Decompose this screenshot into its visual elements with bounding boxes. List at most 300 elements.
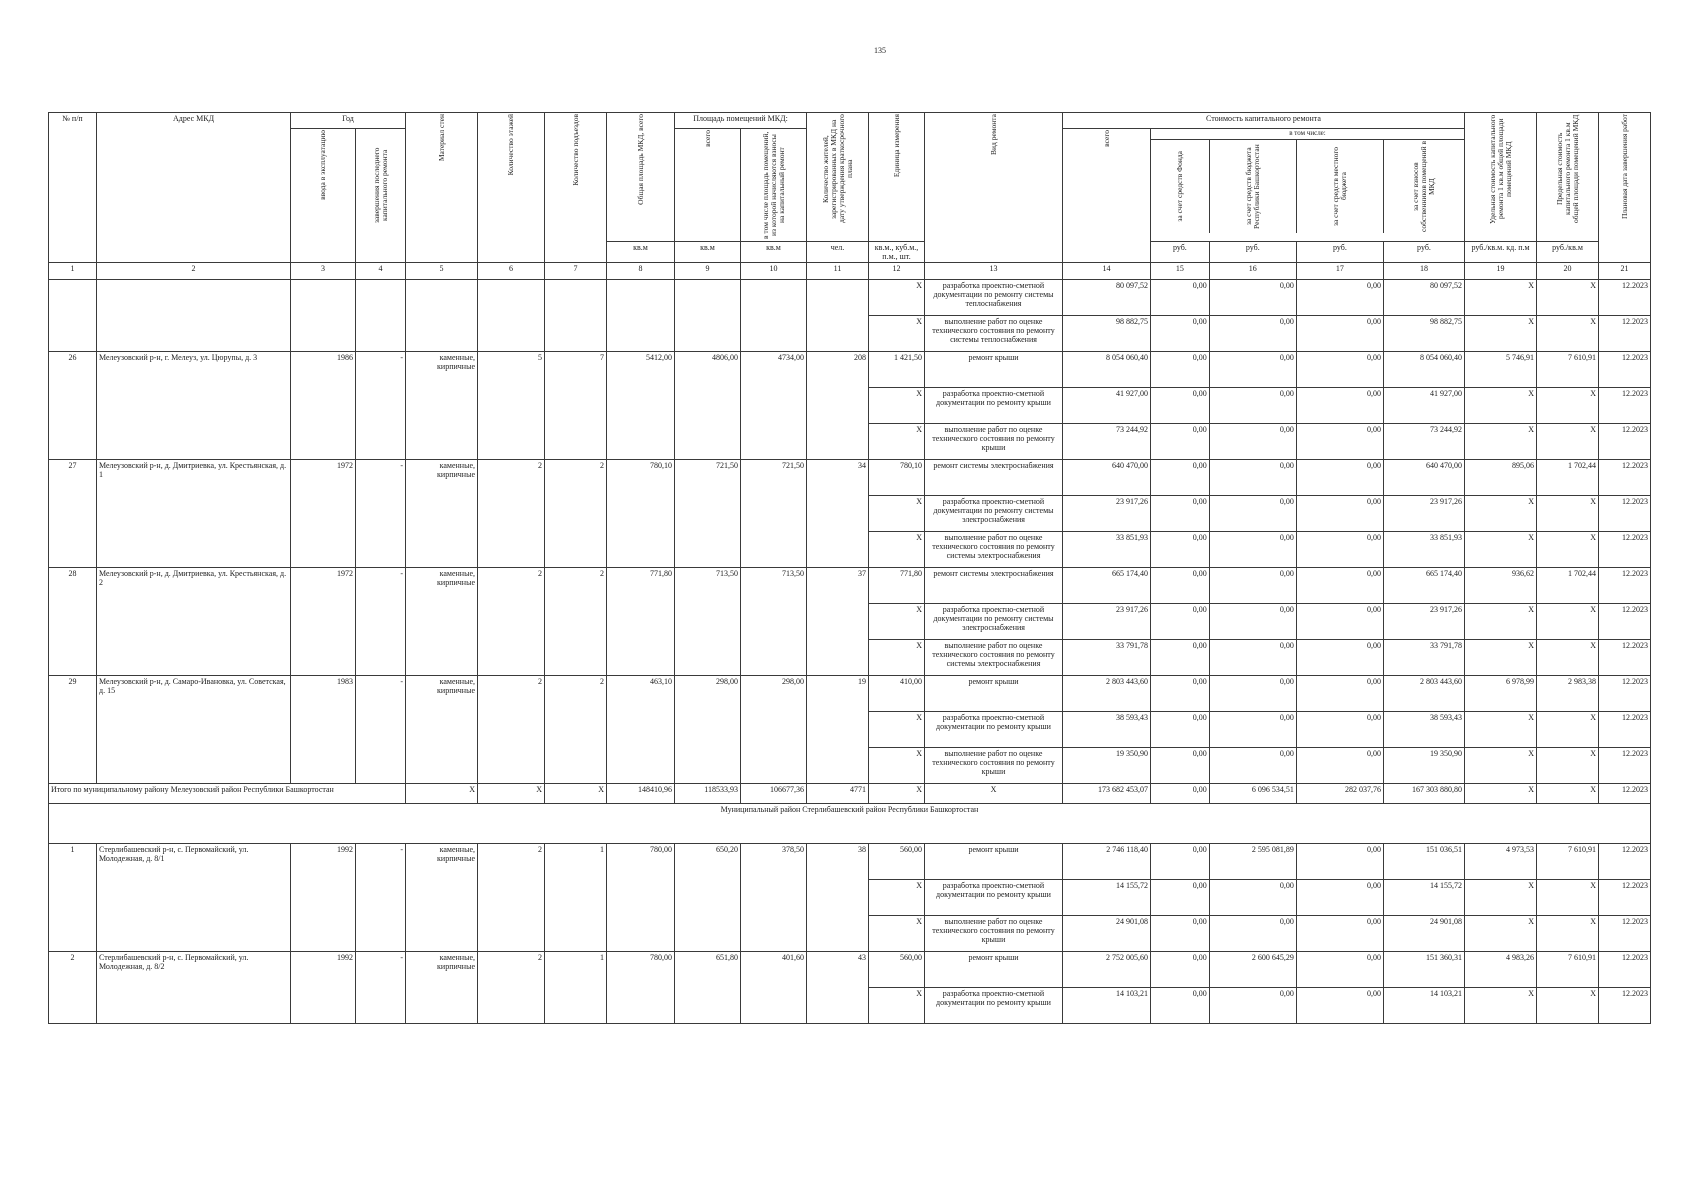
unit-cost: X [1465, 640, 1537, 676]
entrances-count: 7 [545, 352, 607, 460]
cost-republic: 0,00 [1209, 748, 1296, 784]
col-index: 8 [607, 263, 675, 280]
total-premises-area-contrib: 106677,36 [741, 784, 807, 804]
cost-owners: 665 174,40 [1383, 568, 1464, 604]
empty-cell [607, 280, 675, 352]
unit-cost: 895,06 [1465, 460, 1537, 496]
cost-fund: 0,00 [1151, 604, 1210, 640]
year-last-repair: - [356, 568, 406, 676]
cost-total: 665 174,40 [1063, 568, 1151, 604]
limit-cost: 2 983,38 [1537, 676, 1599, 712]
cost-owners: 80 097,52 [1383, 280, 1464, 316]
unit-cost: 4 983,26 [1465, 952, 1537, 988]
cost-total: 8 054 060,40 [1063, 352, 1151, 388]
cost-fund: 0,00 [1151, 988, 1210, 1024]
cost-republic: 0,00 [1209, 280, 1296, 316]
entrances-count: 2 [545, 568, 607, 676]
col-index: 15 [1151, 263, 1210, 280]
residents-count: 19 [807, 676, 869, 784]
cost-local: 0,00 [1296, 748, 1383, 784]
unit-cost: X [1465, 604, 1537, 640]
premises-area-contrib: 401,60 [741, 952, 807, 1024]
work-type: разработка проектно-сметной документации по ремонту системы электроснабжения [925, 604, 1063, 640]
cost-fund: 0,00 [1151, 952, 1210, 988]
work-type: X [925, 784, 1063, 804]
cost-total: 14 103,21 [1063, 988, 1151, 1024]
planned-date: 12.2023 [1599, 676, 1651, 712]
work-type: ремонт крыши [925, 844, 1063, 880]
unit-label: кв.м [607, 242, 675, 263]
year-commission: 1986 [291, 352, 356, 460]
col-index: 3 [291, 263, 356, 280]
work-type: разработка проектно-сметной документации по ремонту крыши [925, 712, 1063, 748]
header-premises-area: Площадь помещений МКД: [675, 113, 807, 129]
cost-republic: 0,00 [1209, 604, 1296, 640]
col-index: 5 [406, 263, 478, 280]
cost-local: 0,00 [1296, 460, 1383, 496]
row-number: 27 [49, 460, 97, 568]
cost-fund: 0,00 [1151, 388, 1210, 424]
empty-cell [807, 280, 869, 352]
unit-quantity: X [869, 748, 925, 784]
cost-total: 24 901,08 [1063, 916, 1151, 952]
work-type: ремонт системы электроснабжения [925, 460, 1063, 496]
building-address: Стерлибашевский р-н, с. Первомайский, ул. Молодежная, д. 8/1 [97, 844, 291, 952]
col-index: 16 [1209, 263, 1296, 280]
table-row [49, 280, 1651, 316]
total-residents: 4771 [807, 784, 869, 804]
total-row [49, 784, 1651, 804]
cost-republic: 0,00 [1209, 388, 1296, 424]
cost-local: 0,00 [1296, 352, 1383, 388]
row-number: 29 [49, 676, 97, 784]
unit-cost: X [1465, 916, 1537, 952]
header-total-area: Общая площадь МКД, всего [635, 114, 645, 205]
limit-cost: X [1537, 424, 1599, 460]
unit-cost: 936,62 [1465, 568, 1537, 604]
cost-republic: 6 096 534,51 [1209, 784, 1296, 804]
cost-fund: 0,00 [1151, 748, 1210, 784]
header-unit: Единица измерения [891, 114, 901, 178]
table-row [49, 676, 1651, 712]
unit-quantity: 560,00 [869, 952, 925, 988]
planned-date: 12.2023 [1599, 988, 1651, 1024]
limit-cost: X [1537, 532, 1599, 568]
limit-cost: X [1537, 880, 1599, 916]
cost-owners: 167 303 880,80 [1383, 784, 1464, 804]
building-address: Мелеузовский р-н, д. Дмитриевка, ул. Крестьянская, д. 1 [97, 460, 291, 568]
cost-fund: 0,00 [1151, 316, 1210, 352]
cost-local: 0,00 [1296, 676, 1383, 712]
premises-area: 651,80 [675, 952, 741, 1024]
cost-owners: 38 593,43 [1383, 712, 1464, 748]
empty-cell [49, 280, 97, 352]
cost-local: 0,00 [1296, 844, 1383, 880]
cost-total: 38 593,43 [1063, 712, 1151, 748]
limit-cost: X [1537, 604, 1599, 640]
cost-fund: 0,00 [1151, 496, 1210, 532]
floors-count: 2 [478, 952, 545, 1024]
total-area: 5412,00 [607, 352, 675, 460]
cost-republic: 0,00 [1209, 880, 1296, 916]
unit-cost: 5 746,91 [1465, 352, 1537, 388]
floors-count: 5 [478, 352, 545, 460]
unit-label: кв.м., куб.м., п.м., шт. [869, 242, 925, 263]
cost-total: 2 803 443,60 [1063, 676, 1151, 712]
empty-cell [675, 280, 741, 352]
cost-owners: 73 244,92 [1383, 424, 1464, 460]
limit-cost: 7 610,91 [1537, 844, 1599, 880]
cost-local: 0,00 [1296, 604, 1383, 640]
cost-republic: 2 600 645,29 [1209, 952, 1296, 988]
limit-cost: X [1537, 280, 1599, 316]
premises-area: 4806,00 [675, 352, 741, 460]
work-type: разработка проектно-сметной документации по ремонту системы теплоснабжения [925, 280, 1063, 316]
cost-fund: 0,00 [1151, 676, 1210, 712]
cost-total: 14 155,72 [1063, 880, 1151, 916]
cost-fund: 0,00 [1151, 532, 1210, 568]
work-type: выполнение работ по оценке технического состояния по ремонту системы электроснабжения [925, 532, 1063, 568]
cost-local: 282 037,76 [1296, 784, 1383, 804]
col-index: 20 [1537, 263, 1599, 280]
unit-cost: X [1465, 532, 1537, 568]
cost-local: 0,00 [1296, 640, 1383, 676]
cost-owners: 8 054 060,40 [1383, 352, 1464, 388]
cost-fund: 0,00 [1151, 844, 1210, 880]
entrances-count: 1 [545, 844, 607, 952]
empty-cell [291, 280, 356, 352]
col-index: 9 [675, 263, 741, 280]
cost-fund: 0,00 [1151, 352, 1210, 388]
unit-label: руб. [1296, 242, 1383, 263]
work-type: ремонт крыши [925, 352, 1063, 388]
unit-quantity: X [869, 640, 925, 676]
cost-owners: 151 036,51 [1383, 844, 1464, 880]
col-index: 17 [1296, 263, 1383, 280]
cost-owners: 33 851,93 [1383, 532, 1464, 568]
col-index: 13 [925, 263, 1063, 280]
unit-quantity: X [869, 604, 925, 640]
premises-area-contrib: 721,50 [741, 460, 807, 568]
total-area: 780,10 [607, 460, 675, 568]
floors-count: 2 [478, 460, 545, 568]
cost-local: 0,00 [1296, 316, 1383, 352]
year-last-repair: - [356, 844, 406, 952]
unit-quantity: X [869, 712, 925, 748]
unit-quantity: 780,10 [869, 460, 925, 496]
limit-cost: X [1537, 916, 1599, 952]
work-type: разработка проектно-сметной документации по ремонту крыши [925, 988, 1063, 1024]
wall-material: каменные, кирпичные [406, 844, 478, 952]
cost-republic: 0,00 [1209, 424, 1296, 460]
header-cost: Стоимость капитального ремонта [1063, 113, 1465, 129]
limit-cost: 1 702,44 [1537, 460, 1599, 496]
planned-date: 12.2023 [1599, 424, 1651, 460]
year-last-repair: - [356, 952, 406, 1024]
column-index-row [49, 263, 1651, 280]
planned-date: 12.2023 [1599, 460, 1651, 496]
cost-owners: 14 103,21 [1383, 988, 1464, 1024]
wall-material: каменные, кирпичные [406, 952, 478, 1024]
work-type: ремонт крыши [925, 952, 1063, 988]
unit-cost: X [1465, 880, 1537, 916]
unit-quantity: 410,00 [869, 676, 925, 712]
unit-label: руб. [1151, 242, 1210, 263]
residents-count: 37 [807, 568, 869, 676]
repair-plan-table [48, 112, 1651, 1024]
cost-republic: 0,00 [1209, 640, 1296, 676]
table-row [49, 568, 1651, 604]
work-type: ремонт системы электроснабжения [925, 568, 1063, 604]
header-year-last-repair: завершения последнего капитального ремонта [371, 147, 389, 223]
col-index: 19 [1465, 263, 1537, 280]
planned-date: 12.2023 [1599, 388, 1651, 424]
header-cost-total: всего [1101, 130, 1111, 147]
limit-cost: 1 702,44 [1537, 568, 1599, 604]
wall-material: каменные, кирпичные [406, 460, 478, 568]
floors-count: 2 [478, 568, 545, 676]
header-work-type: Вид ремонта [988, 114, 998, 155]
unit-cost: 4 973,53 [1465, 844, 1537, 880]
cost-local: 0,00 [1296, 916, 1383, 952]
table-row [49, 952, 1651, 988]
cost-fund: 0,00 [1151, 916, 1210, 952]
planned-date: 12.2023 [1599, 916, 1651, 952]
cost-owners: 640 470,00 [1383, 460, 1464, 496]
cost-total: 73 244,92 [1063, 424, 1151, 460]
planned-date: 12.2023 [1599, 532, 1651, 568]
year-last-repair: - [356, 676, 406, 784]
limit-cost: X [1537, 988, 1599, 1024]
col-index: 2 [97, 263, 291, 280]
header-address: Адрес МКД [97, 113, 291, 263]
year-commission: 1972 [291, 460, 356, 568]
row-number: 2 [49, 952, 97, 1024]
unit-cost: X [1465, 784, 1537, 804]
empty-cell [478, 280, 545, 352]
cost-fund: 0,00 [1151, 880, 1210, 916]
building-address: Мелеузовский р-н, д. Дмитриевка, ул. Крестьянская, д. 2 [97, 568, 291, 676]
cost-republic: 0,00 [1209, 460, 1296, 496]
cost-owners: 98 882,75 [1383, 316, 1464, 352]
work-type: разработка проектно-сметной документации по ремонту крыши [925, 388, 1063, 424]
cost-fund: 0,00 [1151, 712, 1210, 748]
limit-cost: 7 610,91 [1537, 952, 1599, 988]
planned-date: 12.2023 [1599, 604, 1651, 640]
cost-total: 2 752 005,60 [1063, 952, 1151, 988]
cost-republic: 0,00 [1209, 676, 1296, 712]
header-floors: Количество этажей [506, 114, 515, 176]
planned-date: 12.2023 [1599, 748, 1651, 784]
unit-cost: X [1465, 316, 1537, 352]
cost-local: 0,00 [1296, 880, 1383, 916]
col-index: 10 [741, 263, 807, 280]
floors-count: 2 [478, 676, 545, 784]
cost-fund: 0,00 [1151, 640, 1210, 676]
col-index: 18 [1383, 263, 1464, 280]
premises-area-contrib: 298,00 [741, 676, 807, 784]
work-type: выполнение работ по оценке технического состояния по ремонту крыши [925, 424, 1063, 460]
unit-quantity: X [869, 916, 925, 952]
cost-republic: 0,00 [1209, 316, 1296, 352]
page-number: 135 [874, 46, 886, 55]
year-last-repair: - [356, 352, 406, 460]
limit-cost: X [1537, 640, 1599, 676]
cost-owners: 41 927,00 [1383, 388, 1464, 424]
header-local-budget: за счет средств местного бюджета [1331, 146, 1348, 227]
wall-material: каменные, кирпичные [406, 676, 478, 784]
planned-date: 12.2023 [1599, 952, 1651, 988]
cost-total: 23 917,26 [1063, 604, 1151, 640]
entrances-count: 2 [545, 676, 607, 784]
header-unit-cost: Удельная стоимость капитального ремонта 1 кв.м общей площади помещений МКД [1487, 114, 1513, 224]
cost-total: 80 097,52 [1063, 280, 1151, 316]
cost-local: 0,00 [1296, 424, 1383, 460]
unit-label: руб./кв.м. кд. п.м [1465, 242, 1537, 263]
unit-cost: X [1465, 988, 1537, 1024]
residents-count: 38 [807, 844, 869, 952]
total-wall: X [406, 784, 478, 804]
unit-cost: X [1465, 424, 1537, 460]
cost-local: 0,00 [1296, 568, 1383, 604]
col-index: 14 [1063, 263, 1151, 280]
year-last-repair: - [356, 460, 406, 568]
unit-label: кв.м [675, 242, 741, 263]
col-index: 6 [478, 263, 545, 280]
building-address: Мелеузовский р-н, г. Мелеуз, ул. Цюрупы, д. 3 [97, 352, 291, 460]
premises-area: 650,20 [675, 844, 741, 952]
cost-total: 33 851,93 [1063, 532, 1151, 568]
premises-area: 298,00 [675, 676, 741, 784]
cost-local: 0,00 [1296, 388, 1383, 424]
floors-count: 2 [478, 844, 545, 952]
empty-cell [545, 280, 607, 352]
cost-local: 0,00 [1296, 952, 1383, 988]
row-number: 26 [49, 352, 97, 460]
unit-label: кв.м [741, 242, 807, 263]
premises-area: 713,50 [675, 568, 741, 676]
unit-quantity: 560,00 [869, 844, 925, 880]
cost-local: 0,00 [1296, 280, 1383, 316]
header-area-total: всего [702, 130, 712, 147]
entrances-count: 1 [545, 952, 607, 1024]
planned-date: 12.2023 [1599, 880, 1651, 916]
planned-date: 12.2023 [1599, 352, 1651, 388]
unit-cost: X [1465, 712, 1537, 748]
premises-area-contrib: 378,50 [741, 844, 807, 952]
unit-cost: 6 978,99 [1465, 676, 1537, 712]
unit-label: чел. [807, 242, 869, 263]
limit-cost: X [1537, 784, 1599, 804]
cost-total: 33 791,78 [1063, 640, 1151, 676]
residents-count: 34 [807, 460, 869, 568]
cost-total: 98 882,75 [1063, 316, 1151, 352]
col-index: 4 [356, 263, 406, 280]
planned-date: 12.2023 [1599, 640, 1651, 676]
wall-material: каменные, кирпичные [406, 568, 478, 676]
cost-republic: 2 595 081,89 [1209, 844, 1296, 880]
header-republic-budget: за счет средств бюджета Республики Башкортостан [1244, 144, 1261, 229]
limit-cost: X [1537, 316, 1599, 352]
limit-cost: X [1537, 496, 1599, 532]
residents-count: 208 [807, 352, 869, 460]
header-wall-material: Материал стен [436, 114, 446, 162]
cost-republic: 0,00 [1209, 988, 1296, 1024]
unit-quantity: X [869, 880, 925, 916]
cost-republic: 0,00 [1209, 712, 1296, 748]
col-index: 12 [869, 263, 925, 280]
unit-cost: X [1465, 496, 1537, 532]
unit-quantity: X [869, 988, 925, 1024]
unit-quantity: X [869, 532, 925, 568]
empty-cell [356, 280, 406, 352]
cost-owners: 14 155,72 [1383, 880, 1464, 916]
header-limit-cost: Предельная стоимость капитального ремонта 1 кв.м общей площади помещений МКД [1554, 114, 1580, 224]
cost-total: 23 917,26 [1063, 496, 1151, 532]
empty-cell [741, 280, 807, 352]
header-area-including: в том числе площадь помещений, из которой начисляются взносы на капитальный ремонт [760, 131, 786, 239]
cost-republic: 0,00 [1209, 568, 1296, 604]
cost-total: 173 682 453,07 [1063, 784, 1151, 804]
work-type: выполнение работ по оценке технического состояния по ремонту системы теплоснабжения [925, 316, 1063, 352]
premises-area-contrib: 713,50 [741, 568, 807, 676]
header-fund: за счет средств Фонда [1175, 151, 1184, 222]
empty-cell [97, 280, 291, 352]
col-index: 21 [1599, 263, 1651, 280]
table-row [49, 460, 1651, 496]
cost-owners: 19 350,90 [1383, 748, 1464, 784]
planned-date: 12.2023 [1599, 844, 1651, 880]
col-index: 1 [49, 263, 97, 280]
table-row [49, 352, 1651, 388]
planned-date: 12.2023 [1599, 316, 1651, 352]
header-planned-date: Плановая дата завершения работ [1619, 114, 1629, 220]
section-title: Муниципальный район Стерлибашевский район Республики Башкортостан [49, 804, 1651, 844]
cost-total: 640 470,00 [1063, 460, 1151, 496]
cost-owners: 23 917,26 [1383, 496, 1464, 532]
cost-republic: 0,00 [1209, 352, 1296, 388]
col-index: 7 [545, 263, 607, 280]
cost-total: 2 746 118,40 [1063, 844, 1151, 880]
unit-quantity: X [869, 424, 925, 460]
premises-area: 721,50 [675, 460, 741, 568]
unit-cost: X [1465, 388, 1537, 424]
cost-owners: 23 917,26 [1383, 604, 1464, 640]
total-premises-area: 118533,93 [675, 784, 741, 804]
cost-owners: 33 791,78 [1383, 640, 1464, 676]
planned-date: 12.2023 [1599, 280, 1651, 316]
work-type: выполнение работ по оценке технического состояния по ремонту системы электроснабжения [925, 640, 1063, 676]
residents-count: 43 [807, 952, 869, 1024]
planned-date: 12.2023 [1599, 784, 1651, 804]
cost-owners: 151 360,31 [1383, 952, 1464, 988]
unit-quantity: X [869, 496, 925, 532]
section-row [49, 804, 1651, 844]
planned-date: 12.2023 [1599, 496, 1651, 532]
building-address: Мелеузовский р-н, д. Самаро-Ивановка, ул. Советская, д. 15 [97, 676, 291, 784]
empty-cell [406, 280, 478, 352]
header-residents: Количество жителей, зарегистрированных в МКД на дату утверждения краткосрочного плана [820, 114, 854, 224]
header-num: № п/п [49, 113, 97, 263]
work-type: ремонт крыши [925, 676, 1063, 712]
unit-quantity: X [869, 316, 925, 352]
premises-area-contrib: 4734,00 [741, 352, 807, 460]
planned-date: 12.2023 [1599, 568, 1651, 604]
limit-cost: X [1537, 748, 1599, 784]
year-commission: 1972 [291, 568, 356, 676]
unit-cost: X [1465, 748, 1537, 784]
entrances-count: 2 [545, 460, 607, 568]
